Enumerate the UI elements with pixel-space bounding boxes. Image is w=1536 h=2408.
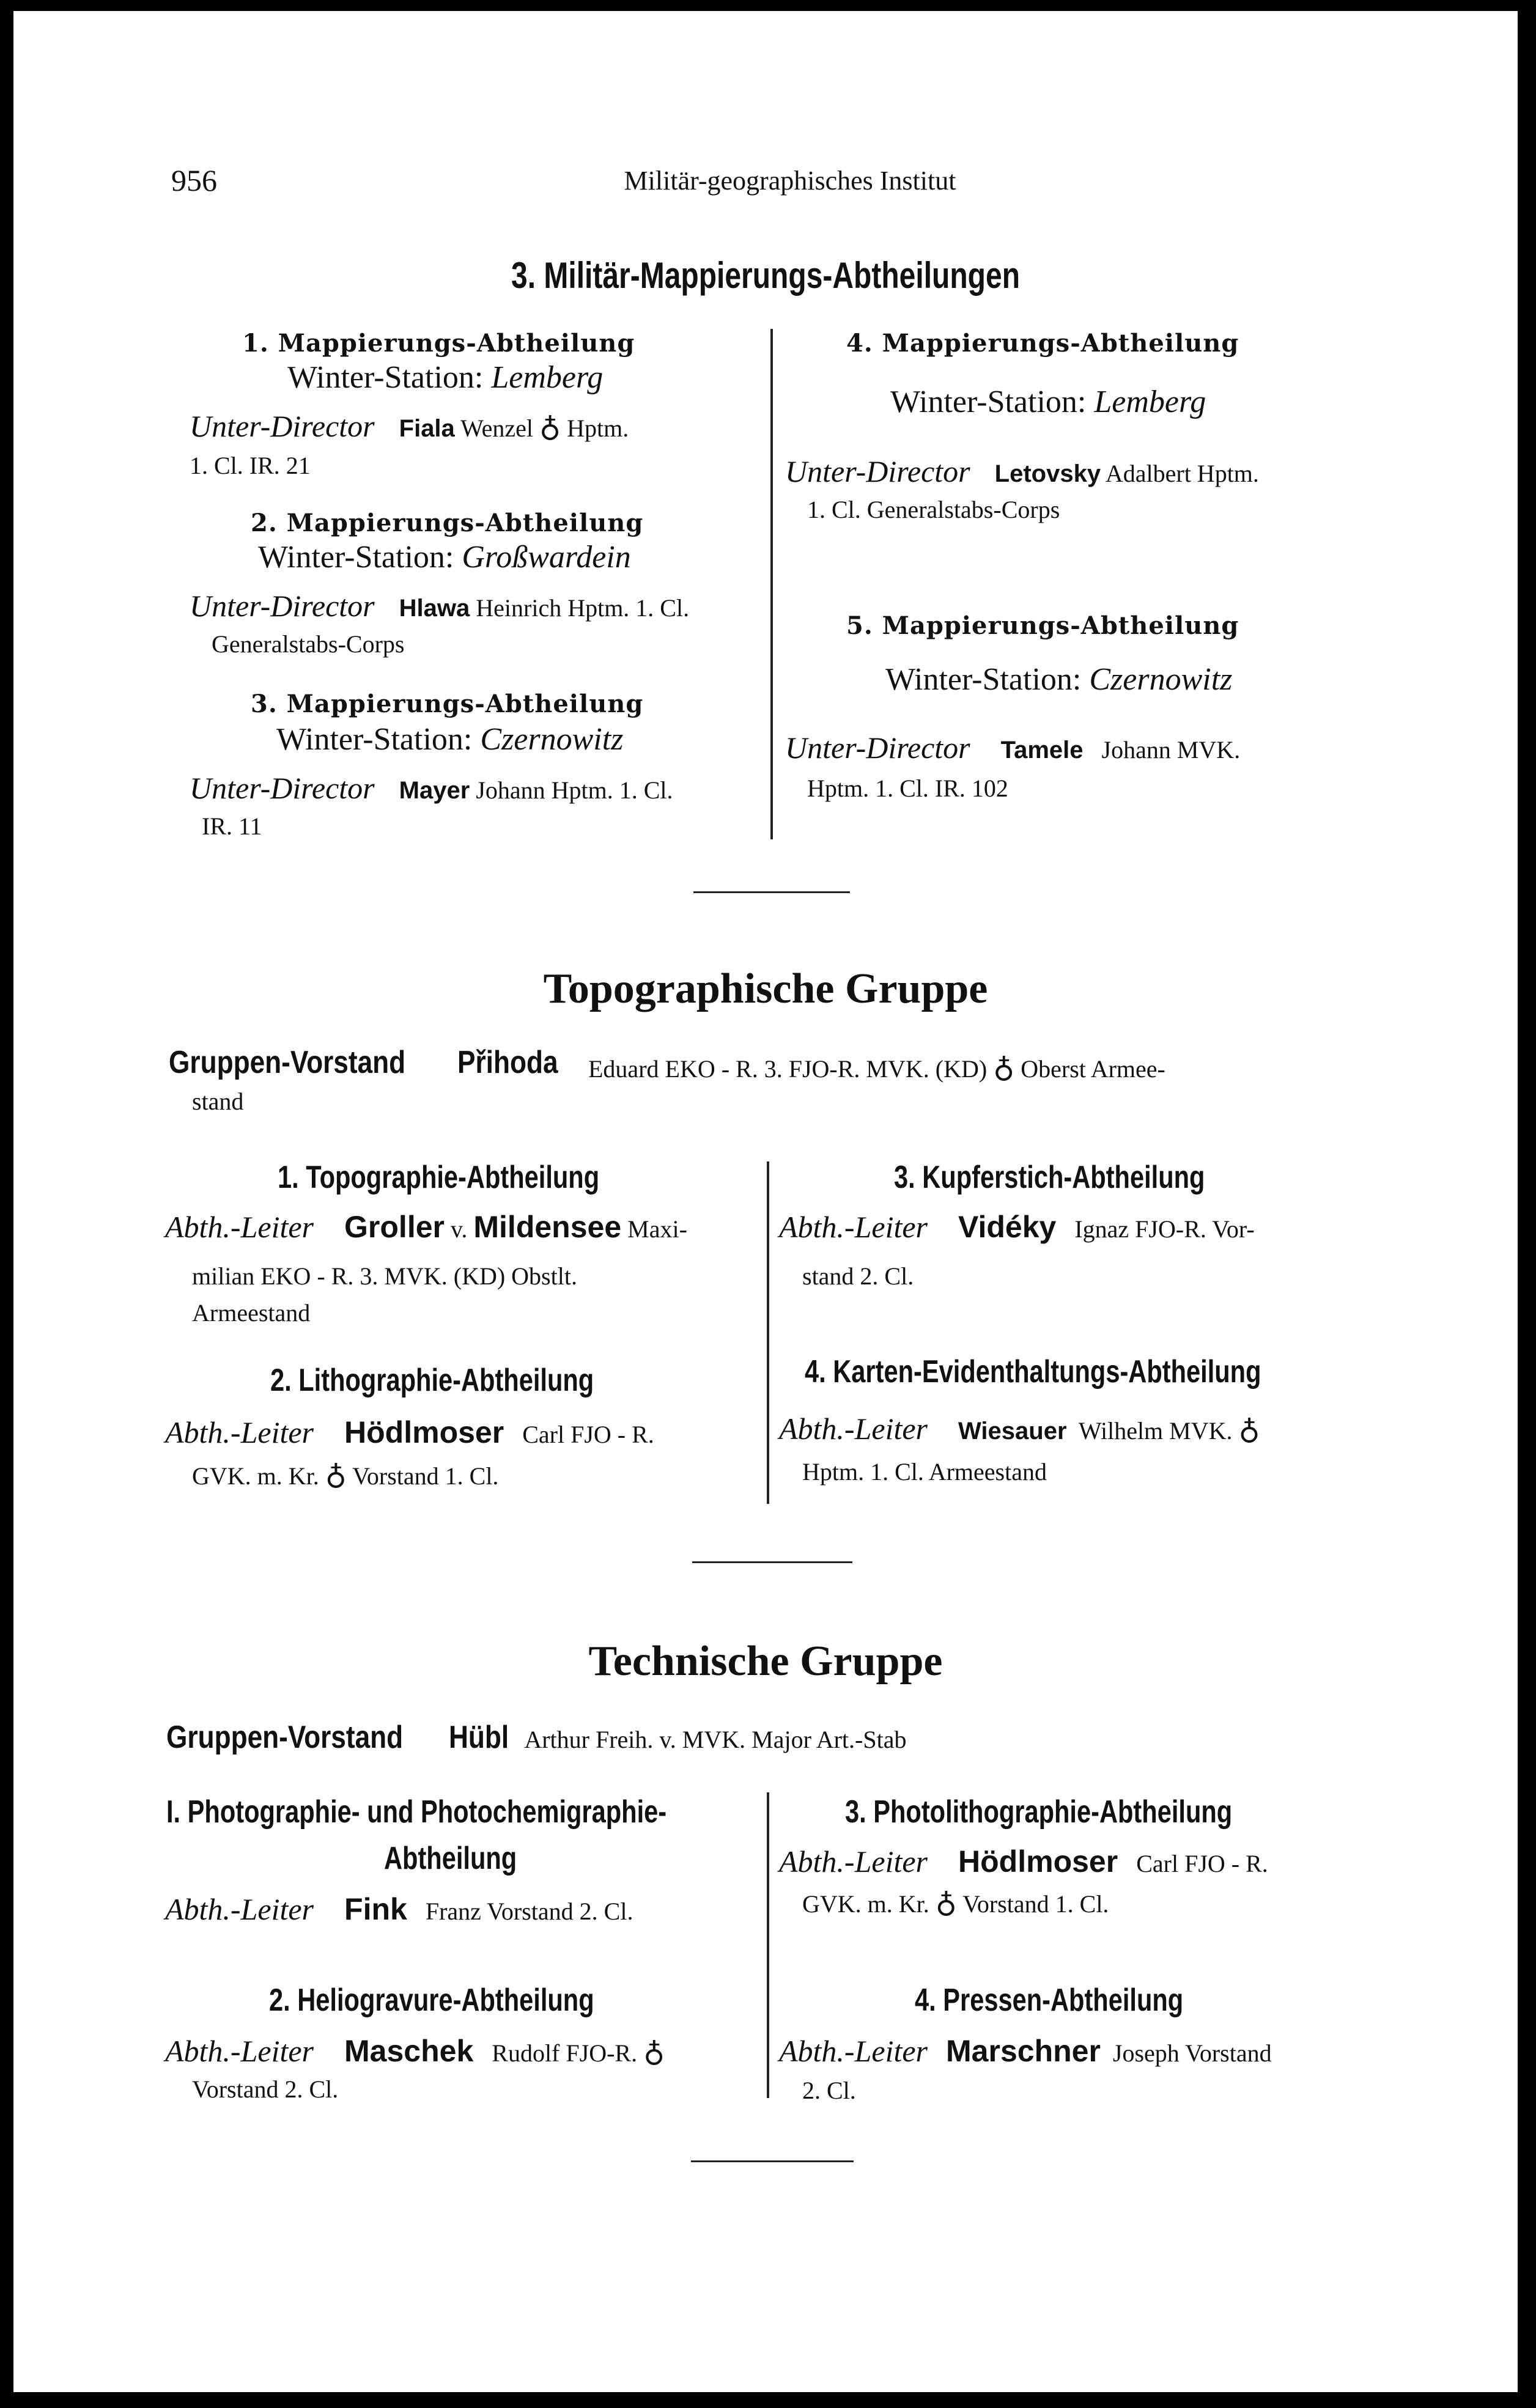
unit-heading: I. Photographie- und Photochemigraphie- — [166, 1794, 667, 1830]
unit-heading: 3. Mappierungs-Abtheilung — [251, 690, 644, 718]
unit-heading-line2: Abtheilung — [384, 1841, 517, 1876]
section-title: 3. Militär-Mappierungs-Abtheilungen — [511, 255, 1020, 296]
group-vorstand-entry: Hübl Arthur Freih. v. MVK. Major Art.-Stab — [449, 1720, 907, 1755]
leader-entry: Abth.-Leiter Maschek Rudolf FJO-R. ♁ — [165, 2034, 665, 2068]
group-vorstand-details: Eduard EKO - R. 3. FJO-R. MVK. (KD) ♁ Oberst Armee- — [588, 1051, 1165, 1084]
unit-heading: 4. Karten-Evidenthaltungs-Abtheilung — [805, 1354, 1261, 1390]
leader-entry-line2: 2. Cl. — [802, 2077, 856, 2104]
winter-station: Winter-Station: Großwardein — [258, 540, 631, 575]
unit-heading: 3. Kupferstich-Abtheilung — [894, 1160, 1205, 1195]
decoration-icon: ♁ — [539, 411, 561, 443]
leader-entry-line2: stand 2. Cl. — [802, 1262, 914, 1290]
column-divider — [767, 1162, 769, 1504]
unit-heading: 3. Photolithographie-Abtheilung — [845, 1794, 1233, 1830]
director-entry-line2: Hptm. 1. Cl. IR. 102 — [807, 775, 1008, 802]
director-entry: Unter-Director Tamele Johann MVK. — [785, 731, 1241, 765]
director-entry: Unter-Director Letovsky Adalbert Hptm. — [785, 454, 1259, 488]
section-separator — [691, 2160, 854, 2162]
unit-heading: 4. Pressen-Abtheilung — [915, 1983, 1184, 2018]
document-page — [13, 11, 1518, 2392]
column-divider — [770, 329, 773, 839]
unit-heading: 4. Mappierungs-Abtheilung — [846, 329, 1239, 358]
section-separator — [692, 1561, 852, 1563]
column-divider — [767, 1792, 769, 2098]
leader-entry: Abth.-Leiter Hödlmoser Carl FJO - R. — [165, 1415, 654, 1449]
director-entry: Unter-Director Mayer Johann Hptm. 1. Cl. — [190, 771, 673, 805]
group-vorstand-line2: stand — [192, 1088, 244, 1115]
decoration-icon: ♁ — [935, 1887, 957, 1919]
leader-entry: Abth.-Leiter Fink Franz Vorstand 2. Cl. — [165, 1892, 633, 1926]
unit-heading: 2. Heliogravure-Abtheilung — [269, 1983, 594, 2018]
winter-station: Winter-Station: Czernowitz — [885, 662, 1233, 697]
director-entry-line2: 1. Cl. IR. 21 — [190, 452, 311, 479]
section-separator — [693, 891, 850, 893]
group-vorstand: Gruppen-Vorstand — [166, 1720, 404, 1755]
group-vorstand: Gruppen-Vorstand — [169, 1045, 406, 1080]
winter-station: Winter-Station: Lemberg — [287, 360, 604, 395]
unit-heading: 2. Mappierungs-Abtheilung — [251, 509, 644, 537]
winter-station: Winter-Station: Lemberg — [890, 385, 1206, 419]
leader-entry-line3: Armeestand — [192, 1299, 311, 1327]
winter-station: Winter-Station: Czernowitz — [276, 722, 624, 757]
decoration-icon: ♁ — [643, 2036, 665, 2068]
leader-entry-line2: GVK. m. Kr. ♁ Vorstand 1. Cl. — [802, 1887, 1109, 1919]
leader-entry: Abth.-Leiter Wiesauer Wilhelm MVK. ♁ — [779, 1412, 1260, 1446]
group-title: Topographische Gruppe — [543, 965, 988, 1012]
decoration-icon: ♁ — [325, 1459, 347, 1491]
leader-entry: Abth.-Leiter Hödlmoser Carl FJO - R. — [779, 1844, 1268, 1879]
running-title: Militär-geographisches Institut — [624, 166, 956, 196]
decoration-icon: ♁ — [993, 1051, 1015, 1084]
group-vorstand-entry: Přihoda — [457, 1045, 558, 1080]
page-number: 956 — [171, 163, 217, 197]
unit-heading: 2. Lithographie-Abtheilung — [270, 1363, 594, 1398]
leader-entry-line2: Hptm. 1. Cl. Armeestand — [802, 1458, 1047, 1486]
director-entry-line2: 1. Cl. Generalstabs-Corps — [807, 496, 1060, 523]
director-entry-line2: Generalstabs-Corps — [212, 630, 405, 658]
leader-entry: Abth.-Leiter Marschner Joseph Vorstand — [779, 2034, 1272, 2068]
director-entry: Unter-Director Hlawa Heinrich Hptm. 1. Cl. — [190, 589, 690, 623]
leader-entry-line2: GVK. m. Kr. ♁ Vorstand 1. Cl. — [192, 1459, 499, 1491]
leader-entry: Abth.-Leiter Vidéky Ignaz FJO-R. Vor- — [779, 1210, 1255, 1244]
unit-heading: 1. Topographie-Abtheilung — [278, 1160, 600, 1195]
director-entry-line2: IR. 11 — [202, 812, 262, 840]
director-entry: Unter-Director Fiala Wenzel ♁ Hptm. — [190, 409, 629, 443]
leader-entry: Abth.-Leiter Groller v. Mildensee Maxi- — [165, 1210, 687, 1244]
unit-heading: 5. Mappierungs-Abtheilung — [846, 611, 1239, 640]
leader-entry-line2: milian EKO - R. 3. MVK. (KD) Obstlt. — [192, 1262, 577, 1290]
unit-heading: 1. Mappierungs-Abtheilung — [242, 329, 635, 358]
group-title: Technische Gruppe — [588, 1638, 943, 1685]
decoration-icon: ♁ — [1238, 1413, 1260, 1446]
leader-entry-line2: Vorstand 2. Cl. — [192, 2075, 339, 2103]
